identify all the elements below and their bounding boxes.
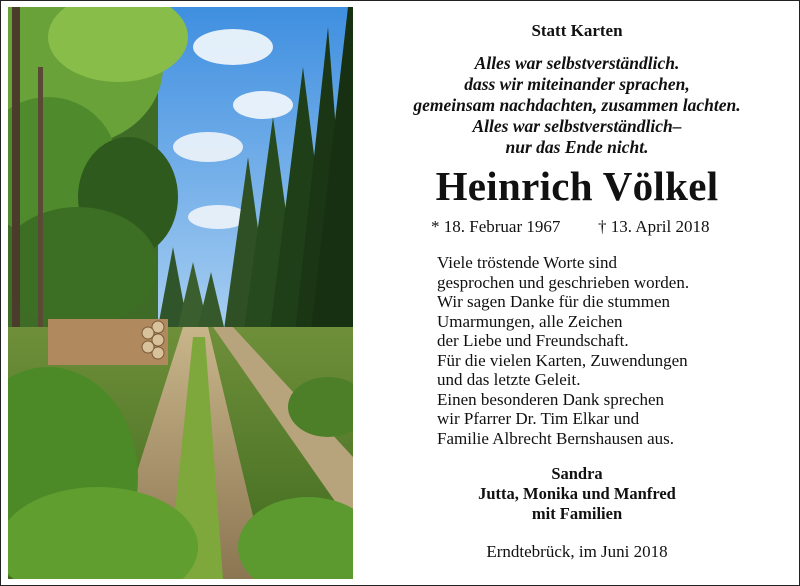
poem-line: nur das Ende nicht. xyxy=(505,137,649,157)
thanks-line: Viele tröstende Worte sind xyxy=(437,253,618,272)
thanks-line: und das letzte Geleit. xyxy=(437,370,581,389)
thanks-line: Einen besonderen Dank sprechen xyxy=(437,389,665,409)
signers xyxy=(361,464,793,524)
thanks-line: gesprochen und geschrieben worden. xyxy=(437,272,690,292)
signer-line: Jutta, Monika und Manfred xyxy=(478,484,676,503)
deceased-name: Heinrich Völkel xyxy=(435,163,719,209)
text-column xyxy=(361,1,793,585)
signer-line: Sandra xyxy=(551,464,603,483)
thanks-line: wir Pfarrer Dr. Tim Elkar und xyxy=(437,409,640,428)
death-date: † 13. April 2018 xyxy=(598,217,710,236)
poem xyxy=(361,53,793,158)
thanks-line: Umarmungen, alle Zeichen xyxy=(437,311,623,331)
thanks-line: Wir sagen Danke für die stummen xyxy=(437,292,670,311)
poem-line: dass wir miteinander sprachen, xyxy=(464,74,690,94)
birth-date: * 18. Februar 1967 xyxy=(431,217,561,236)
poem-line: gemeinsam nachdachten, zusammen lachten. xyxy=(413,95,741,115)
forest-path-image xyxy=(8,7,353,579)
signer-line: mit Familien xyxy=(531,504,623,523)
thanks-line: Familie Albrecht Bernshausen aus. xyxy=(437,428,675,448)
thanks-text xyxy=(437,253,689,448)
poem-line: Alles war selbstverständlich. xyxy=(474,53,680,73)
header-statt-karten: Statt Karten xyxy=(531,21,623,40)
thanks-line: Für die vielen Karten, Zuwendungen xyxy=(437,350,688,370)
forest-path-photo xyxy=(8,7,353,579)
poem-line: Alles war selbstverständlich– xyxy=(472,116,682,136)
thanks-line: der Liebe und Freundschaft. xyxy=(437,331,629,350)
place-date: Erndtebrück, im Juni 2018 xyxy=(486,542,668,561)
